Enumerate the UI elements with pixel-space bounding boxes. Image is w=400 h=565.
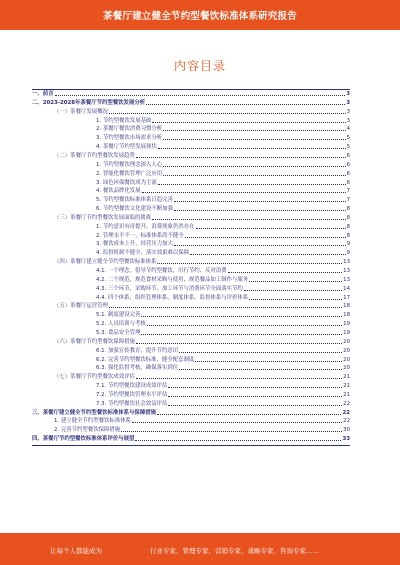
toc-entry-page: 8 <box>346 223 350 230</box>
toc-dot-leader <box>157 263 342 264</box>
toc-entry-title: 2. 智能化餐饮管理广泛应用 <box>96 170 163 177</box>
toc-entry-title: （四）茶餐厅建立健全节约型餐饮标准体系 <box>54 259 157 266</box>
toc-entry-page: 13 <box>343 268 350 274</box>
toc-dot-leader <box>121 431 342 432</box>
toc-dot-leader <box>168 405 342 406</box>
toc-dot-leader <box>157 414 341 415</box>
toc-entry-title: 4.4. 四个体系，组织管理体系、制度体系、监督体系与评价体系 <box>96 294 249 301</box>
toc-entry[interactable] <box>96 223 350 231</box>
toc-entry[interactable] <box>96 267 350 275</box>
toc-dot-leader <box>163 166 345 167</box>
toc-entry-title: 7.3. 节约型餐饮社会效益评估 <box>96 400 168 407</box>
toc-entry[interactable] <box>54 108 350 116</box>
toc-entry-title: 二、2023-2028年茶餐厅节约型餐饮发展分析 <box>32 99 146 106</box>
toc-entry-title: （二）茶餐厅节约型餐饮发展趋势 <box>54 152 135 159</box>
toc-entry-title: 6.1. 加强宣传教育，提升节约意识 <box>96 347 179 354</box>
toc-dot-leader <box>55 95 346 96</box>
toc-entry-page: 20 <box>343 365 350 372</box>
toc-dot-leader <box>146 104 345 105</box>
toc-entry-page: 7 <box>346 188 350 195</box>
toc-dot-leader <box>141 334 342 335</box>
toc-dot-leader <box>163 139 345 140</box>
toc-entry-page: 13 <box>343 259 350 266</box>
toc-dot-leader <box>228 272 343 273</box>
toc-entry[interactable] <box>96 311 350 319</box>
toc-entry-page: 3 <box>346 91 350 97</box>
toc-entry-title: 4.2. 二个规范，规范食材采购与使用，规范餐品加工制作与服务 <box>96 276 249 283</box>
toc-dot-leader <box>174 245 346 246</box>
toc-entry-title: 4. 监督机制不健全，落实效果难以保障 <box>96 250 190 257</box>
toc-dot-leader <box>168 387 342 388</box>
toc-entry-title: 2. 茶餐厅餐饮消费习惯分析 <box>96 126 163 133</box>
toc-entry-title: （一）茶餐厅发展概况 <box>54 108 108 115</box>
toc-dot-leader <box>142 192 346 193</box>
toc-entry-title: 6.3. 强化监督考核，确保落实到位 <box>96 365 179 372</box>
toc-entry[interactable] <box>96 249 350 257</box>
toc-entry-page: 21 <box>343 383 350 390</box>
toc-entry-page: 17 <box>343 294 350 301</box>
report-title: 茶餐厅建立健全节约型餐饮标准体系研究报告 <box>102 11 297 22</box>
toc-entry-page: 22 <box>342 409 350 416</box>
toc-bottom-rule <box>32 445 350 446</box>
toc-entry[interactable] <box>32 90 350 98</box>
toc-entry-title: 5.1. 制度建设完善 <box>96 312 141 319</box>
toc-dot-leader <box>249 281 342 282</box>
toc-dot-leader <box>136 378 342 379</box>
toc-entry[interactable] <box>96 329 350 337</box>
toc-entry-title: 6. 节约型餐饮文化建设不断加强 <box>96 206 173 213</box>
toc-entry-title: 7.1. 节约型餐饮建设成效评估 <box>96 383 168 390</box>
toc-entry[interactable] <box>32 435 350 443</box>
toc-entry[interactable] <box>96 196 350 204</box>
toc-dot-leader <box>152 122 345 123</box>
toc-dot-leader <box>195 361 342 362</box>
toc-dot-leader <box>249 299 342 300</box>
toc-entry-title: 四、茶餐厅节约型餐饮标准体系评价与展望 <box>32 436 135 443</box>
toc-dot-leader <box>185 237 346 238</box>
toc-entry[interactable] <box>96 400 350 408</box>
toc-entry[interactable] <box>32 409 350 417</box>
toc-entry-title: 2. 管理水平不一，标准体系尚不健全 <box>96 232 184 239</box>
toc-entry[interactable] <box>54 214 350 222</box>
toc-entry-page: 13 <box>343 276 350 283</box>
toc-entry-title: 6.2. 完善节约型餐饮标准，健全配套制度 <box>96 356 195 363</box>
toc-entry-page: 8 <box>346 206 350 213</box>
toc-dot-leader <box>196 228 346 229</box>
toc-dot-leader <box>158 148 346 149</box>
toc-heading: 内容目录 <box>173 59 226 73</box>
toc-entry-page: 18 <box>343 312 350 319</box>
toc-dot-leader <box>244 290 342 291</box>
toc-entry[interactable] <box>54 373 350 381</box>
toc-entry-page: 6 <box>346 170 350 177</box>
toc-entry-page: 6 <box>346 161 350 168</box>
toc-dot-leader <box>109 307 342 308</box>
toc-dot-leader <box>136 343 342 344</box>
toc-entry-page: 5 <box>346 135 350 142</box>
toc-entry[interactable] <box>54 338 350 346</box>
toc-entry-title: 5.2. 人员培训与考核 <box>96 321 146 328</box>
header-banner <box>0 0 400 30</box>
toc-dot-leader <box>179 352 342 353</box>
toc-dot-leader <box>174 201 346 202</box>
toc-entry-title: 4.1. 一个理念，倡导节约型餐饮，厉行节约、反对浪费 <box>96 268 227 274</box>
toc-entry-title: （六）茶餐厅节约型餐饮保障措施 <box>54 338 135 345</box>
toc-entry[interactable] <box>96 125 350 133</box>
toc-entry-page: 4 <box>346 126 350 133</box>
toc-entry-title: 5. 节约型餐饮标准体系日趋完善 <box>96 197 173 204</box>
toc-entry[interactable] <box>96 179 350 187</box>
toc-entry-title: （五）茶餐厅运营管理 <box>54 303 108 310</box>
toc-entry[interactable] <box>96 161 350 169</box>
toc-entry-page: 14 <box>343 285 350 292</box>
toc-entry-title: 4. 茶餐厅节约型发展现状 <box>96 144 157 151</box>
toc-entry[interactable] <box>96 187 350 195</box>
toc-entry[interactable] <box>96 134 350 142</box>
toc-entry[interactable] <box>96 364 350 372</box>
toc-entry-title: 1. 节约型餐饮发展基础 <box>96 117 152 124</box>
toc-entry[interactable] <box>96 143 350 151</box>
toc-dot-leader <box>174 210 346 211</box>
toc-entry[interactable] <box>96 294 350 302</box>
footer-roles: 行业专家、管理专家、营销专家、战略专家、咨询专家…… <box>150 547 319 555</box>
toc-dot-leader <box>158 184 346 185</box>
toc-dot-leader <box>163 130 345 131</box>
toc-dot-leader <box>109 113 346 114</box>
toc-dot-leader <box>168 396 342 397</box>
toc-dot-leader <box>179 369 342 370</box>
footer-slogan: 让每个人都能成为 <box>50 547 102 555</box>
toc-dot-leader <box>136 157 346 158</box>
toc-entry-page: 3 <box>346 108 350 115</box>
toc-entry[interactable] <box>96 356 350 364</box>
toc-dot-leader <box>163 175 345 176</box>
toc-entry-page: 22 <box>343 400 350 407</box>
toc-entry[interactable] <box>96 232 350 240</box>
toc-entry-title: 7.2. 节约型餐饮管理水平评估 <box>96 391 168 398</box>
toc-entry-page: 9 <box>346 250 350 257</box>
toc-entry-title: 2. 完善节约型餐饮保障措施 <box>54 427 121 434</box>
toc-entry[interactable] <box>96 117 350 125</box>
toc-entry-page: 9 <box>346 241 350 248</box>
toc-dot-leader <box>147 325 342 326</box>
toc-entry[interactable] <box>96 205 350 213</box>
toc-entry-page: 20 <box>343 356 350 363</box>
toc-entry[interactable] <box>32 99 350 107</box>
toc-entry-page: 20 <box>343 338 350 345</box>
toc-entry-title: 1. 节约型餐饮理念深入人心 <box>96 161 163 168</box>
toc-entry-title: （七）茶餐厅节约型餐饮成效评估 <box>54 374 135 381</box>
toc-entry-page: 6 <box>346 152 350 159</box>
toc-entry-title: 三、茶餐厅建立健全节约型餐饮标准体系与保障措施 <box>32 409 156 416</box>
toc-entry[interactable] <box>54 426 350 434</box>
toc-entry-page: 19 <box>343 329 350 336</box>
toc-entry-title: 1. 建立健全节约型餐饮标准体系 <box>54 418 131 425</box>
toc-entry-title: 1. 节约意识有待提升，浪费现象仍然存在 <box>96 223 195 230</box>
toc-entry-title: （三）茶餐厅节约型餐饮发展面临的挑战 <box>54 214 152 221</box>
toc-entry-page: 5 <box>346 144 350 151</box>
toc-entry[interactable] <box>96 382 350 390</box>
toc-entry-title: 4.3. 三个环节，采购环节、加工环节与消费环节全面落实节约 <box>96 285 243 292</box>
toc-entry-page: 19 <box>343 321 350 328</box>
toc-dot-leader <box>132 422 342 423</box>
toc-entry-title: 3. 节约型餐饮市场需求分析 <box>96 135 163 142</box>
toc-entry-title: 一、前言 <box>32 91 54 97</box>
toc-entry[interactable] <box>54 258 350 266</box>
toc-dot-leader <box>135 440 341 441</box>
toc-entry[interactable] <box>96 391 350 399</box>
toc-entry-page: 8 <box>346 214 350 221</box>
toc-dot-leader <box>141 316 342 317</box>
toc-entry-page: 8 <box>346 232 350 239</box>
toc-entry[interactable] <box>96 347 350 355</box>
footer-banner <box>0 533 400 565</box>
toc-entry-page: 6 <box>346 179 350 186</box>
toc-entry[interactable] <box>54 152 350 160</box>
toc-entry[interactable] <box>54 302 350 310</box>
toc-entry-page: 21 <box>343 374 350 381</box>
toc-entry-title: 3. 绿色环保餐饮成为主流 <box>96 179 157 186</box>
toc-entry-page: 21 <box>343 391 350 398</box>
toc-entry[interactable] <box>96 240 350 248</box>
toc-entry[interactable] <box>96 285 350 293</box>
toc-dot-leader <box>190 254 345 255</box>
toc-entry-title: 5.3. 食品安全管理 <box>96 329 141 336</box>
toc-entry[interactable] <box>96 170 350 178</box>
toc-entry-page: 33 <box>342 436 350 443</box>
toc-entry-title: 4. 餐饮品牌化发展 <box>96 188 141 195</box>
toc-entry-page: 20 <box>343 347 350 354</box>
toc-entry-page: 30 <box>343 427 350 434</box>
toc-entry-title: 3. 餐饮成本上升，经营压力加大 <box>96 241 173 248</box>
toc-entry-page: 18 <box>343 303 350 310</box>
toc-entry-page: 3 <box>346 99 350 106</box>
toc-entry[interactable] <box>54 417 350 425</box>
toc-entry-page: 7 <box>346 197 350 204</box>
toc-entry-page: 3 <box>346 117 350 124</box>
toc-dot-leader <box>152 219 346 220</box>
toc-entry-page: 22 <box>343 418 350 425</box>
toc-entry[interactable] <box>96 276 350 284</box>
toc-entry[interactable] <box>96 320 350 328</box>
